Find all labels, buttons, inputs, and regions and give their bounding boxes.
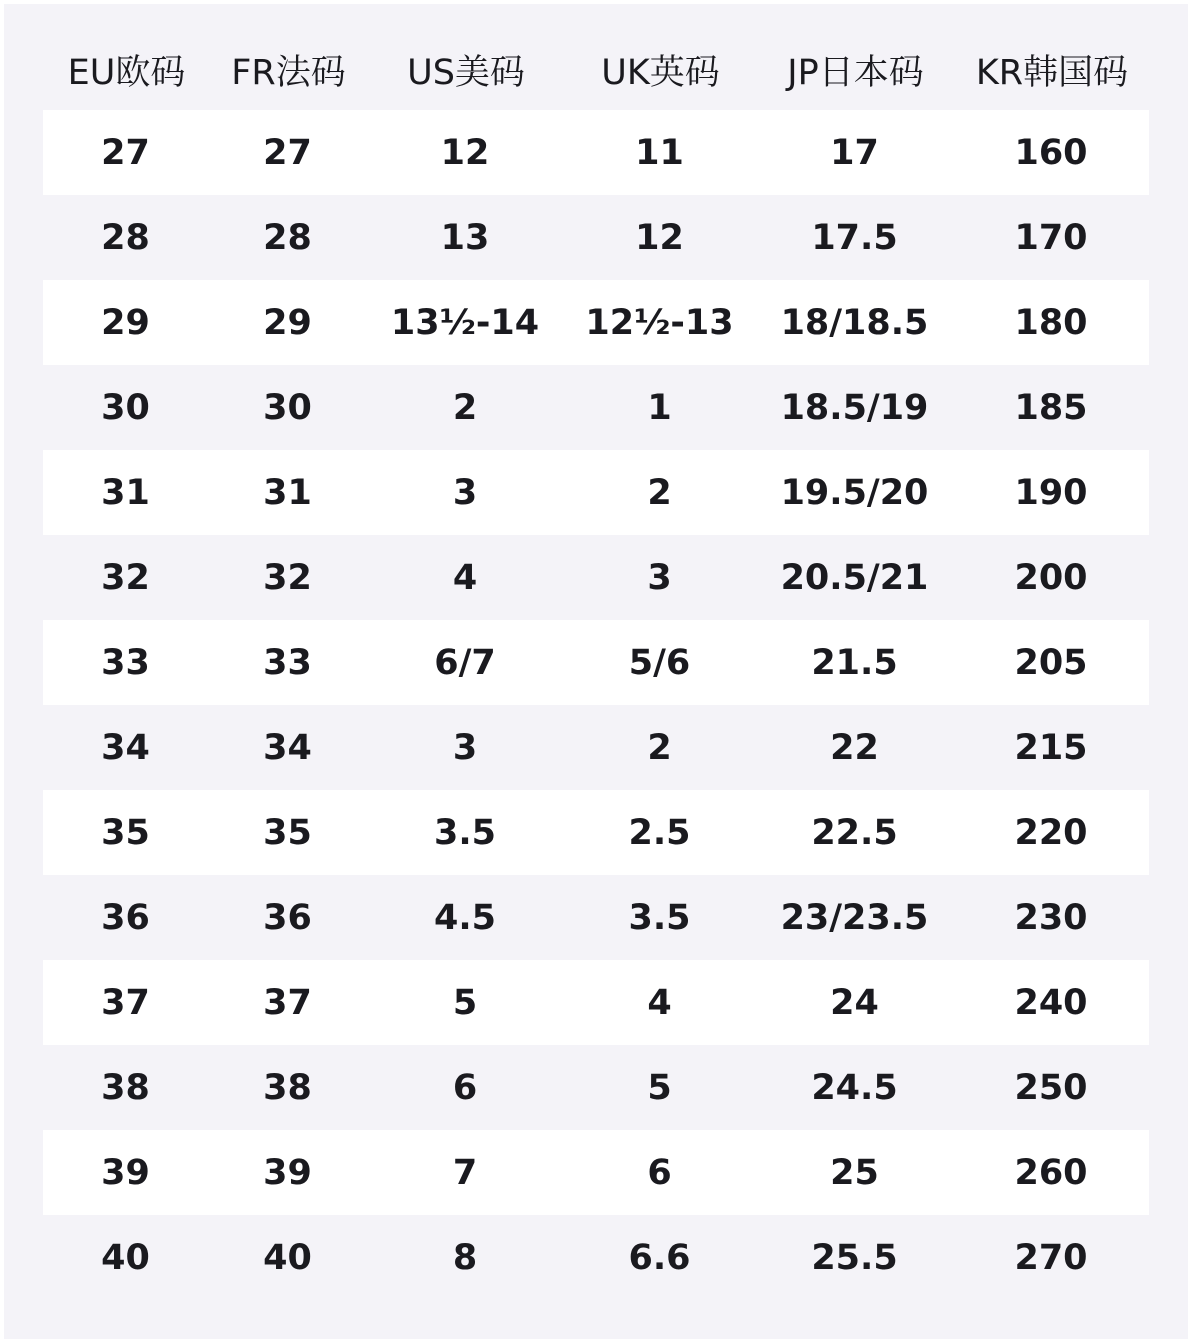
cell-fr: 35 [263, 812, 312, 853]
cell-eu: 33 [101, 642, 150, 683]
cell-fr: 36 [263, 897, 312, 938]
cell-fr: 37 [263, 982, 312, 1023]
size-table-header [44, 30, 1150, 110]
cell-kr: 215 [1014, 727, 1088, 768]
table-row [43, 110, 1149, 195]
cell-fr: 38 [263, 1067, 312, 1108]
cell-eu: 31 [101, 472, 150, 513]
cell-eu: 35 [101, 812, 150, 853]
cell-fr: 30 [263, 387, 312, 428]
table-row [43, 1130, 1149, 1215]
cell-uk: 2 [647, 727, 672, 768]
table-row [43, 450, 1149, 535]
header-fr: FR法码 [231, 53, 346, 93]
cell-uk: 5 [647, 1067, 672, 1108]
cell-jp: 19.5/20 [780, 472, 929, 513]
cell-kr: 250 [1014, 1067, 1088, 1108]
cell-jp: 25 [830, 1152, 879, 1193]
cell-us: 6 [452, 1067, 478, 1108]
cell-jp: 24 [830, 982, 879, 1023]
table-row [43, 365, 1149, 450]
cell-us: 6/7 [434, 642, 496, 683]
table-row [43, 280, 1149, 365]
cell-fr: 34 [263, 727, 312, 768]
cell-uk: 4 [647, 982, 672, 1023]
cell-uk: 3 [647, 557, 672, 598]
cell-eu: 29 [101, 302, 150, 343]
cell-kr: 260 [1014, 1152, 1088, 1193]
cell-uk: 6.6 [628, 1237, 691, 1278]
cell-jp: 18.5/19 [780, 387, 929, 428]
cell-us: 3.5 [433, 812, 496, 853]
cell-eu: 27 [101, 132, 150, 173]
cell-us: 4.5 [433, 897, 496, 938]
cell-jp: 22 [830, 727, 879, 768]
cell-uk: 5/6 [628, 642, 691, 683]
cell-kr: 200 [1014, 557, 1088, 598]
cell-uk: 1 [647, 387, 672, 428]
cell-us: 5 [452, 982, 478, 1023]
header-uk: UK英码 [601, 53, 720, 93]
cell-kr: 180 [1014, 302, 1088, 343]
cell-jp: 20.5/21 [780, 557, 929, 598]
cell-uk: 12½-13 [585, 302, 734, 343]
cell-kr: 205 [1014, 642, 1088, 683]
cell-fr: 33 [263, 642, 312, 683]
cell-fr: 27 [263, 132, 312, 173]
cell-kr: 160 [1014, 132, 1088, 173]
cell-fr: 39 [263, 1152, 312, 1193]
cell-uk: 2 [647, 472, 672, 513]
cell-us: 13 [440, 217, 490, 258]
table-row [43, 875, 1149, 960]
cell-jp: 24.5 [811, 1067, 898, 1108]
cell-eu: 37 [101, 982, 150, 1023]
header-us: US美码 [407, 53, 525, 93]
table-row [43, 790, 1149, 875]
cell-eu: 40 [101, 1237, 150, 1278]
table-row [43, 705, 1149, 790]
table-row [43, 195, 1149, 280]
cell-eu: 36 [101, 897, 150, 938]
cell-us: 4 [452, 557, 478, 598]
cell-uk: 12 [635, 217, 684, 258]
cell-uk: 6 [647, 1152, 672, 1193]
cell-jp: 23/23.5 [780, 897, 929, 938]
cell-us: 8 [452, 1237, 478, 1278]
cell-eu: 28 [101, 217, 150, 258]
table-row [43, 1215, 1149, 1300]
cell-kr: 230 [1014, 897, 1088, 938]
cell-jp: 25.5 [811, 1237, 898, 1278]
cell-eu: 30 [101, 387, 150, 428]
table-row [43, 960, 1149, 1045]
cell-us: 13½-14 [390, 302, 540, 343]
cell-kr: 220 [1014, 812, 1088, 853]
cell-uk: 11 [635, 132, 684, 173]
cell-kr: 185 [1014, 387, 1088, 428]
cell-jp: 17.5 [811, 217, 898, 258]
cell-uk: 2.5 [628, 812, 691, 853]
table-row [43, 1045, 1149, 1130]
cell-jp: 21.5 [811, 642, 898, 683]
size-chart-panel [4, 4, 1188, 1339]
header-jp: JP日本码 [787, 53, 924, 93]
cell-jp: 18/18.5 [780, 302, 929, 343]
cell-eu: 32 [101, 557, 150, 598]
cell-fr: 28 [263, 217, 312, 258]
cell-kr: 170 [1014, 217, 1088, 258]
cell-eu: 38 [101, 1067, 150, 1108]
cell-kr: 190 [1014, 472, 1088, 513]
table-row [43, 535, 1149, 620]
cell-kr: 270 [1014, 1237, 1088, 1278]
header-kr: KR韩国码 [975, 53, 1129, 93]
size-table-body [43, 110, 1149, 1300]
cell-fr: 40 [263, 1237, 312, 1278]
cell-fr: 32 [263, 557, 312, 598]
cell-fr: 29 [263, 302, 312, 343]
cell-us: 3 [452, 472, 478, 513]
header-eu: EU欧码 [67, 53, 186, 93]
cell-us: 7 [452, 1152, 478, 1193]
cell-uk: 3.5 [628, 897, 691, 938]
table-row [43, 620, 1149, 705]
cell-us: 12 [440, 132, 490, 173]
cell-eu: 34 [101, 727, 150, 768]
cell-eu: 39 [101, 1152, 150, 1193]
cell-jp: 17 [830, 132, 879, 173]
cell-us: 2 [452, 387, 478, 428]
cell-us: 3 [452, 727, 478, 768]
cell-jp: 22.5 [811, 812, 898, 853]
cell-kr: 240 [1014, 982, 1088, 1023]
cell-fr: 31 [263, 472, 312, 513]
